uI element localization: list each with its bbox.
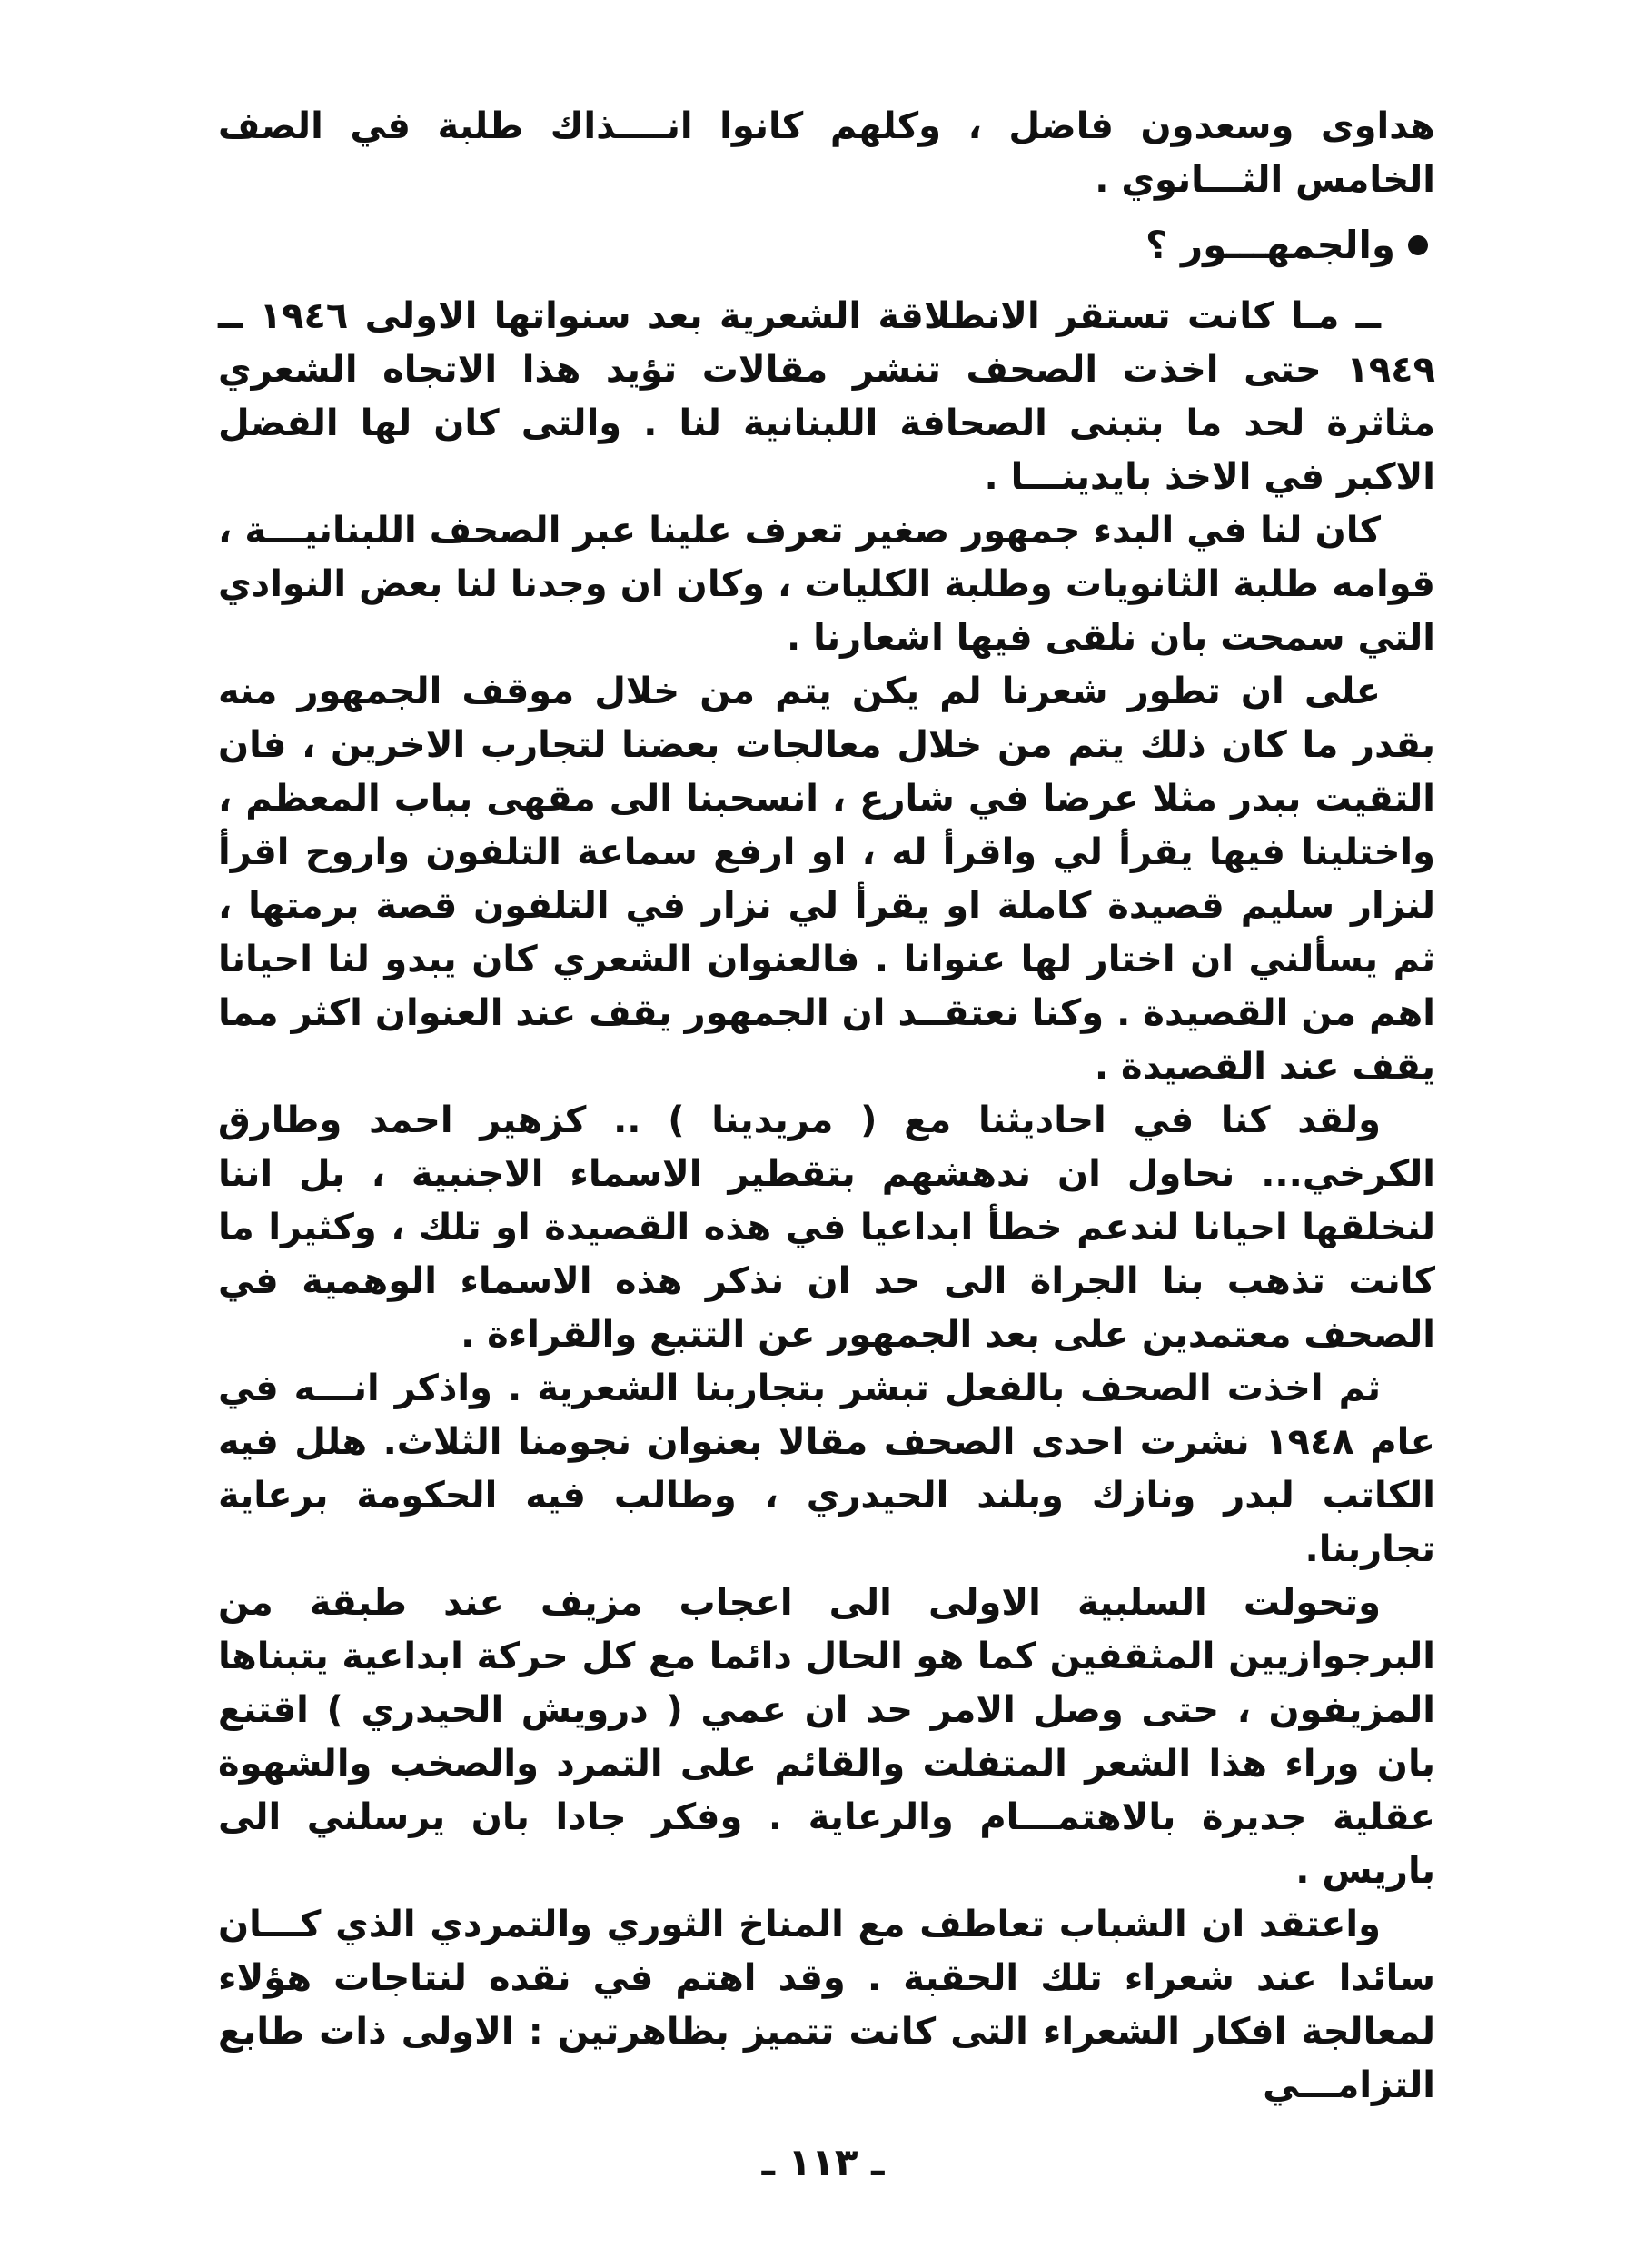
paragraph: وتحولت السلبية الاولى الى اعجاب مزيف عند طبقة من البرجوازيين المثقفين كما هو الحال دائما مع كل حركة ابداعية يتبناها المزيفون ، حتى وصل الامر حد ان عمي ( درويش الحيدري ) اقتنع بان وراء هذا الشعر المتفلت والقائم على التمرد والصخب والشهوة عقلية جديرة بالاهتمـــام والرعاية . وفكر جادا بان يرسلني الى باريس . xyxy=(218,1582,1435,1892)
opening-paragraph: هداوى وسعدون فاضل ، وكلهم كانوا انــــذاك طلبة في الصف الخامس الثـــانوي . xyxy=(218,105,1435,201)
paragraph: ثم اخذت الصحف بالفعل تبشر بتجاربنا الشعرية . واذكر انـــه في عام ١٩٤٨ نشرت احدى الصحف مقالا بعنوان نجومنا الثلاث. هلل فيه الكاتب لبدر ونازك وبلند الحيدري ، وطالب فيه الحكومة برعاية تجاربنا. xyxy=(218,1368,1435,1570)
section-heading xyxy=(218,218,1435,272)
paragraph: كان لنا في البدء جمهور صغير تعرف علينا عبر الصحف اللبنانيـــة ، قوامه طلبة الثانويات وطلبة الكليات ، وكان ان وجدنا لنا بعض النوادي التي سمحت بان نلقى فيها اشعارنا . xyxy=(218,510,1435,659)
bullet-icon xyxy=(1408,235,1428,255)
paragraph: واعتقد ان الشباب تعاطف مع المناخ الثوري والتمردي الذي كـــان سائدا عند شعراء تلك الحقبة . وقد اهتم في نقده لنتاجات هؤلاء لمعالجة افكار الشعراء التى كانت تتميز بظاهرتين : الاولى ذات طابع التزامـــي xyxy=(218,1904,1435,2106)
paragraph: ولقد كنا في احاديثنا مع ( مريدينا ) .. كزهير احمد وطارق الكرخي... نحاول ان ندهشهم بتقطير الاسماء الاجنبية ، بل اننا لنخلقها احيانا لندعم خطأ ابداعيا في هذه القصيدة او تلك ، وكثيرا ما كانت تذهب بنا الجراة الى حد ان نذكر هذه الاسماء الوهمية في الصحف معتمدين على بعد الجمهور عن التتبع والقراءة . xyxy=(218,1099,1435,1356)
paragraph: على ان تطور شعرنا لم يكن يتم من خلال موقف الجمهور منه بقدر ما كان ذلك يتم من خلال معالجات بعضنا لتجارب الاخرين ، فان التقيت ببدر مثلا عرضا في شارع ، انسحبنا الى مقهى بباب المعظم ، واختلينا فيها يقرأ لي واقرأ له ، او ارفع سماعة التلفون واروح اقرأ لنزار سليم قصيدة كاملة او يقرأ لي نزار في التلفون قصة برمتها ، ثم يسألني ان اختار لها عنوانا . فالعنوان الشعري كان يبدو لنا احيانا اهم من القصيدة . وكنا نعتقــد ان الجمهور يقف عند العنوان اكثر مما يقف عند القصيدة . xyxy=(218,671,1435,1088)
page-number: ـ ١١٣ ـ xyxy=(761,2140,885,2184)
section-heading-text: والجمهـــور ؟ xyxy=(1145,223,1395,267)
body-text xyxy=(218,100,1435,2113)
paragraph: ــ مـا كانت تستقر الانطلاقة الشعرية بعد سنواتها الاولى ١٩٤٦ ــ ١٩٤٩ حتى اخذت الصحف تنشر مقالات تؤيد هذا الاتجاه الشعري مثاثرة لحد ما بتبنى الصحافة اللبنانية لنا . والتى كان لها الفضل الاكبر في الاخذ بايدينـــا . xyxy=(218,295,1435,498)
